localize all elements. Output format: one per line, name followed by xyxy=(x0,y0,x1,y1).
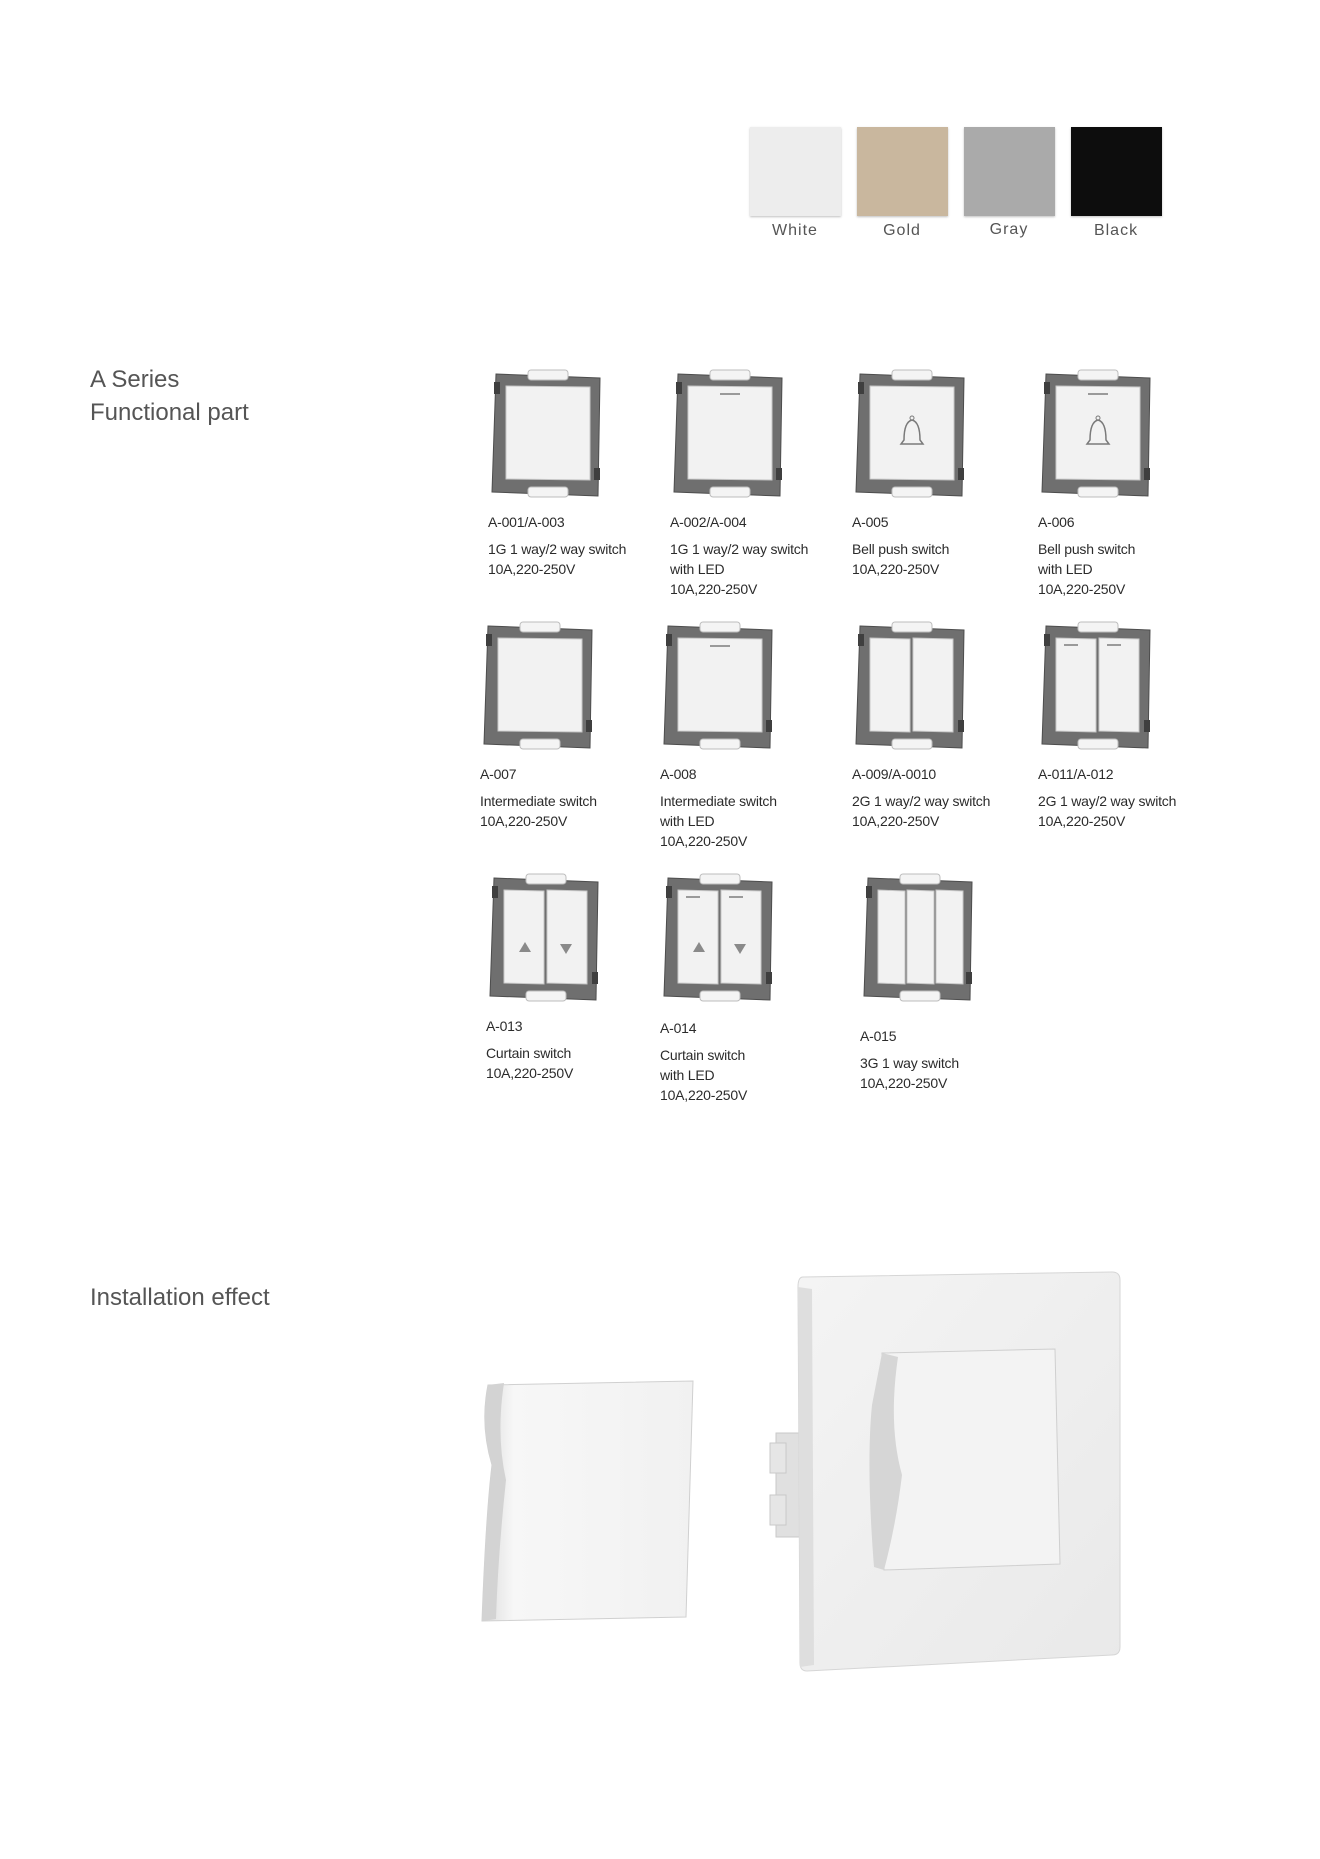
product-image-triple-rocker xyxy=(860,872,1040,1004)
product-code: A-002/A-004 xyxy=(670,514,747,530)
product-description-line: Intermediate switch xyxy=(480,793,597,809)
product-caption xyxy=(1038,764,1228,831)
product-caption xyxy=(480,764,670,831)
product-caption xyxy=(660,764,850,851)
product-item xyxy=(480,620,660,752)
product-code: A-001/A-003 xyxy=(488,514,565,530)
product-image-curtain-arrows-led xyxy=(660,872,840,1004)
product-description-line: 10A,220-250V xyxy=(660,1087,748,1103)
product-item xyxy=(1038,620,1218,752)
product-code: A-013 xyxy=(486,1018,523,1034)
swatch-gold xyxy=(857,127,948,216)
product-description-line: Bell push switch xyxy=(1038,541,1136,557)
product-image-curtain-arrows xyxy=(486,872,666,1004)
product-description-line: with LED xyxy=(660,1067,715,1083)
series-title-line1: A Series xyxy=(90,366,180,393)
product-description-line: Intermediate switch xyxy=(660,793,777,809)
product-code: A-007 xyxy=(480,766,517,782)
swatch-gray xyxy=(964,127,1055,216)
product-description-line: Curtain switch xyxy=(660,1047,746,1063)
product-image-bell-icon xyxy=(852,368,1032,500)
product-description-line: 10A,220-250V xyxy=(1038,813,1126,829)
series-title-line2: Functional part xyxy=(90,399,249,426)
product-code: A-008 xyxy=(660,766,697,782)
product-caption xyxy=(860,1026,1050,1093)
product-item xyxy=(486,872,666,1004)
product-description-line: 10A,220-250V xyxy=(486,1065,574,1081)
swatch-label-black: Black xyxy=(1093,222,1139,239)
product-description-line: 1G 1 way/2 way switch xyxy=(670,541,809,557)
product-caption xyxy=(670,512,860,599)
product-description-line: 1G 1 way/2 way switch xyxy=(488,541,627,557)
product-caption xyxy=(852,764,1042,831)
product-description-line: 2G 1 way/2 way switch xyxy=(1038,793,1177,809)
installation-image xyxy=(470,1265,1130,1685)
product-code: A-005 xyxy=(852,514,889,530)
product-description-line: 2G 1 way/2 way switch xyxy=(852,793,991,809)
mounted-switch xyxy=(770,1272,1120,1671)
product-image-single-rocker xyxy=(480,620,660,752)
product-code: A-015 xyxy=(860,1028,897,1044)
swatch-black xyxy=(1071,127,1162,216)
product-description-line: 10A,220-250V xyxy=(660,833,748,849)
product-item xyxy=(670,368,850,500)
product-item xyxy=(660,872,840,1004)
product-caption xyxy=(660,1018,850,1105)
product-image-single-rocker-led xyxy=(660,620,840,752)
product-description-line: 10A,220-250V xyxy=(852,813,940,829)
product-code: A-011/A-012 xyxy=(1038,766,1114,782)
product-description-line: 10A,220-250V xyxy=(852,561,940,577)
product-description-line: 10A,220-250V xyxy=(1038,581,1126,597)
product-item xyxy=(660,620,840,752)
product-description-line: with LED xyxy=(1038,561,1093,577)
product-image-single-rocker-led xyxy=(670,368,850,500)
product-code: A-009/A-0010 xyxy=(852,766,936,782)
series-title xyxy=(90,363,249,429)
installation-title: Installation effect xyxy=(90,1284,270,1311)
product-description-line: with LED xyxy=(660,813,715,829)
product-description-line: 10A,220-250V xyxy=(670,581,758,597)
loose-rocker xyxy=(482,1381,693,1621)
product-description-line: 10A,220-250V xyxy=(860,1075,948,1091)
product-image-double-rocker xyxy=(852,620,1032,752)
product-item xyxy=(488,368,668,500)
product-code: A-014 xyxy=(660,1020,697,1036)
product-caption xyxy=(852,512,1042,579)
product-description-line: with LED xyxy=(670,561,725,577)
product-image-single-rocker xyxy=(488,368,668,500)
product-item xyxy=(852,620,1032,752)
swatch-label-gray: Gray xyxy=(989,221,1029,238)
product-code: A-006 xyxy=(1038,514,1075,530)
product-item xyxy=(1038,368,1218,500)
product-description-line: 10A,220-250V xyxy=(480,813,568,829)
product-caption xyxy=(1038,512,1228,599)
swatch-label-gold: Gold xyxy=(883,222,921,239)
product-caption xyxy=(486,1016,676,1083)
product-image-bell-icon-led xyxy=(1038,368,1218,500)
product-item xyxy=(860,872,1040,1004)
product-image-double-rocker-led xyxy=(1038,620,1218,752)
product-caption xyxy=(488,512,678,579)
product-description-line: 10A,220-250V xyxy=(488,561,576,577)
product-description-line: Bell push switch xyxy=(852,541,950,557)
swatch-white xyxy=(750,127,841,216)
product-description-line: Curtain switch xyxy=(486,1045,572,1061)
swatch-label-white: White xyxy=(772,222,818,239)
product-item xyxy=(852,368,1032,500)
product-description-line: 3G 1 way switch xyxy=(860,1055,959,1071)
